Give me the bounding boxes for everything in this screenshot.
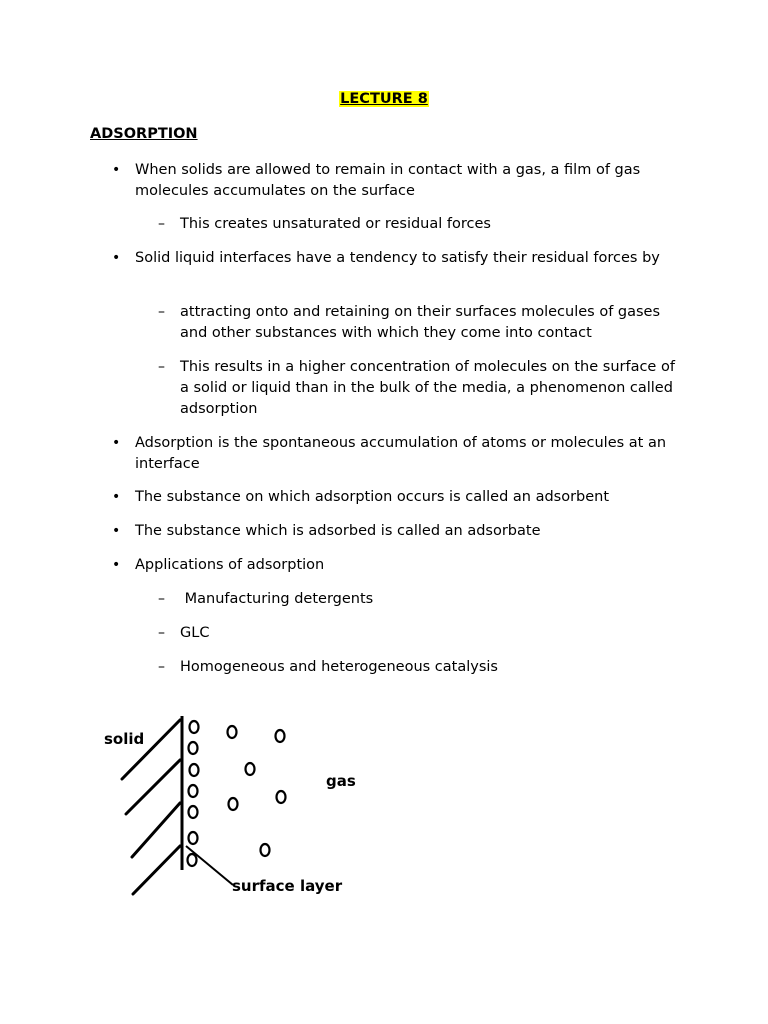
list-item: The substance on which adsorption occurs is called an adsorbent <box>135 489 610 505</box>
hatch-line <box>133 846 180 894</box>
molecule <box>189 742 198 754</box>
molecule <box>190 764 199 776</box>
bullet-icon: • <box>112 250 121 266</box>
section-heading: ADSORPTION <box>90 126 198 142</box>
molecule <box>229 798 238 810</box>
surface-layer-label: surface layer <box>232 877 343 895</box>
molecule <box>190 721 199 733</box>
solid-label: solid <box>104 730 145 748</box>
list-item: Applications of adsorption <box>135 557 325 573</box>
dash-icon: – <box>158 359 165 375</box>
sub-list-item: Homogeneous and heterogeneous catalysis <box>180 659 498 675</box>
bullet-icon: • <box>112 523 121 539</box>
sub-list-item: attracting onto and retaining on their surfaces molecules of gases and other substances with which they come into contact <box>180 304 661 341</box>
gas-label: gas <box>326 772 356 790</box>
list-item: Adsorption is the spontaneous accumulation of atoms or molecules at an interface <box>135 435 667 472</box>
sub-list-item: This results in a higher concentration of molecules on the surface of a solid or liquid than in the bulk of the media, a phenomenon called adsorption <box>180 359 675 417</box>
bullet-icon: • <box>112 557 121 573</box>
sub-list-item: GLC <box>180 625 210 641</box>
molecule <box>228 726 237 738</box>
list-item: The substance which is adsorbed is called an adsorbate <box>135 523 541 539</box>
sub-list-item: This creates unsaturated or residual forces <box>180 216 491 232</box>
dash-icon: – <box>158 304 165 320</box>
gas-molecules <box>228 726 286 856</box>
molecule <box>277 791 286 803</box>
bullet-icon: • <box>112 435 121 451</box>
surface-molecules <box>188 721 199 866</box>
molecule <box>189 832 198 844</box>
molecule <box>276 730 285 742</box>
bullet-icon: • <box>112 162 121 178</box>
hatch-line <box>132 803 180 857</box>
molecule <box>189 806 198 818</box>
dash-icon: – <box>158 216 165 232</box>
list-item: When solids are allowed to remain in contact with a gas, a film of gas molecules accumulates on the surface <box>135 162 641 199</box>
molecule <box>189 785 198 797</box>
adsorption-diagram <box>95 708 375 903</box>
sub-list-item: Manufacturing detergents <box>180 591 374 607</box>
lecture-title: LECTURE 8 <box>340 91 428 107</box>
molecule <box>246 763 255 775</box>
list-item: Solid liquid interfaces have a tendency to satisfy their residual forces by <box>135 250 660 266</box>
bullet-icon: • <box>112 489 121 505</box>
dash-icon: – <box>158 625 165 641</box>
molecule <box>188 854 197 866</box>
molecule <box>261 844 270 856</box>
dash-icon: – <box>158 591 165 607</box>
dash-icon: – <box>158 659 165 675</box>
